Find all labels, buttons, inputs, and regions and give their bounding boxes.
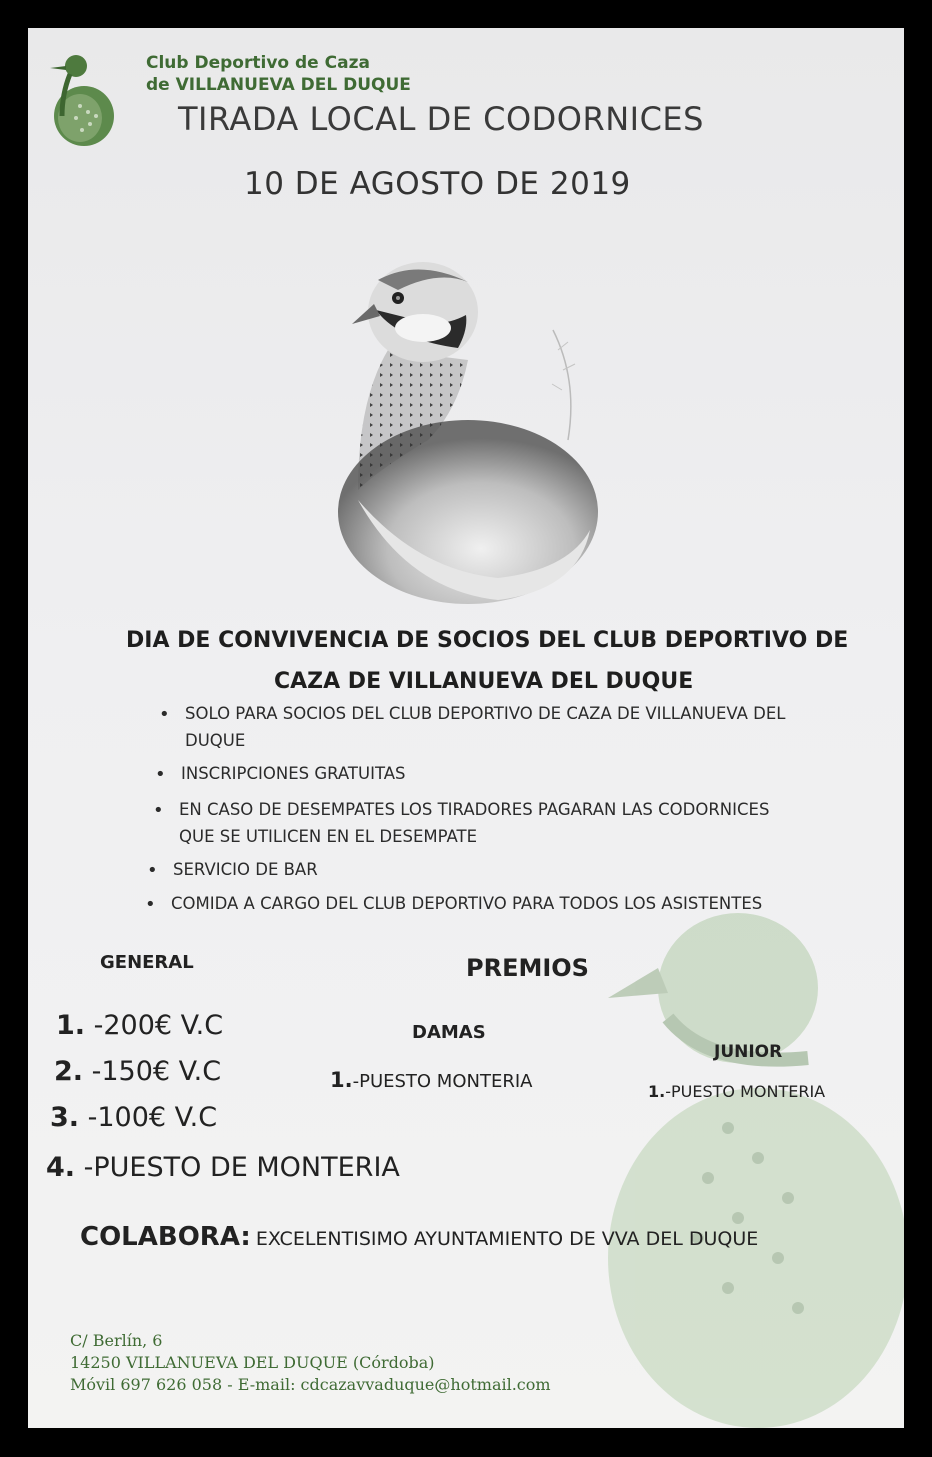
collaborator-line bbox=[80, 1222, 758, 1252]
list-item: 4. -PUESTO DE MONTERIA bbox=[46, 1152, 400, 1183]
collaborator-label: COLABORA: bbox=[80, 1222, 251, 1252]
damas-prize: 1.-PUESTO MONTERIA bbox=[330, 1068, 533, 1092]
prizes-heading: PREMIOS bbox=[466, 954, 589, 982]
bullet-icon: • bbox=[153, 800, 164, 821]
club-name bbox=[146, 52, 411, 96]
bullet-icon: • bbox=[147, 860, 158, 881]
footer-address: C/ Berlín, 6 bbox=[70, 1331, 163, 1350]
list-item: • COMIDA A CARGO DEL CLUB DEPORTIVO PARA TODOS LOS ASISTENTES bbox=[145, 894, 763, 915]
intro-line2: CAZA DE VILLANUEVA DEL DUQUE bbox=[274, 669, 694, 694]
collaborator-text: EXCELENTISIMO AYUNTAMIENTO DE VVA DEL DUQUE bbox=[255, 1228, 759, 1250]
event-title: TIRADA LOCAL DE CODORNICES bbox=[178, 100, 704, 138]
list-item: • SOLO PARA SOCIOS DEL CLUB DEPORTIVO DE CAZA DE VILLANUEVA DEL DUQUE bbox=[159, 704, 786, 750]
footer-city: 14250 VILLANUEVA DEL DUQUE (Córdoba) bbox=[70, 1353, 435, 1372]
list-item: • EN CASO DE DESEMPATES LOS TIRADORES PAGARAN LAS CODORNICES QUE SE UTILICEN EN EL DESEMPATE bbox=[153, 800, 770, 846]
flyer-page bbox=[28, 28, 904, 1428]
partridge-watermark bbox=[588, 868, 904, 1428]
partridge-illustration bbox=[318, 240, 618, 620]
list-item: 3. -100€ V.C bbox=[50, 1102, 218, 1133]
list-item: • SERVICIO DE BAR bbox=[147, 860, 318, 881]
bullet-icon: • bbox=[159, 704, 170, 725]
list-item: • INSCRIPCIONES GRATUITAS bbox=[155, 764, 406, 785]
footer-contact-info: Móvil 697 626 058 - E-mail: cdcazavvaduque@hotmail.com bbox=[70, 1375, 551, 1394]
bullet-icon: • bbox=[145, 894, 156, 915]
club-name-line2: de VILLANUEVA DEL DUQUE bbox=[146, 75, 411, 95]
junior-prize: 1.-PUESTO MONTERIA bbox=[648, 1082, 826, 1101]
partridge-logo-icon bbox=[40, 46, 120, 150]
footer-contact bbox=[70, 1330, 551, 1396]
general-label: GENERAL bbox=[100, 952, 194, 973]
junior-label: JUNIOR bbox=[714, 1042, 783, 1062]
list-item: 1. -200€ V.C bbox=[56, 1010, 224, 1041]
bullet-icon: • bbox=[155, 764, 166, 785]
damas-label: DAMAS bbox=[412, 1022, 486, 1043]
club-name-line1: Club Deportivo de Caza bbox=[146, 53, 370, 73]
event-date: 10 DE AGOSTO DE 2019 bbox=[244, 166, 631, 202]
list-item: 2. -150€ V.C bbox=[54, 1056, 222, 1087]
intro-line1: DIA DE CONVIVENCIA DE SOCIOS DEL CLUB DEPORTIVO DE bbox=[126, 628, 849, 653]
